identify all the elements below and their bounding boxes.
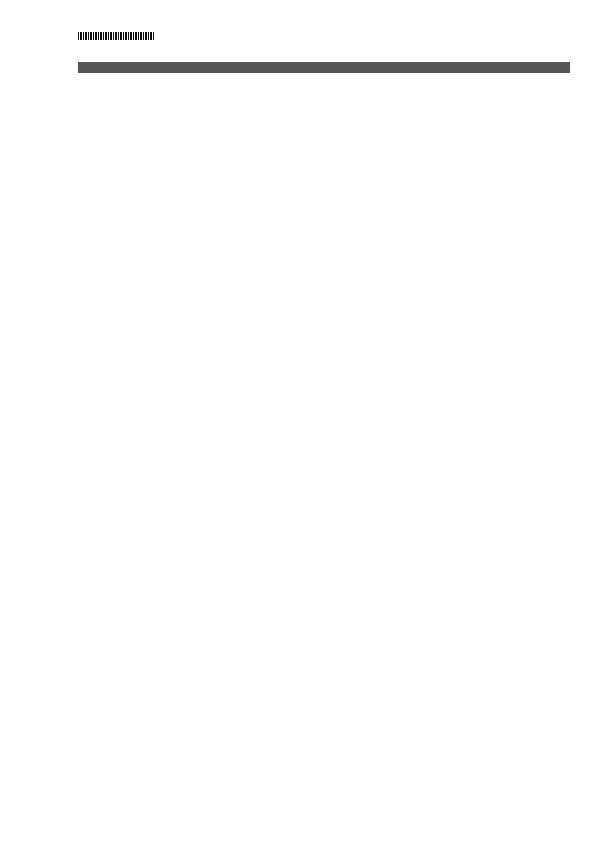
comments-header	[78, 62, 570, 73]
morphology-pie-chart	[80, 238, 300, 408]
barcode	[78, 32, 154, 40]
bar-svg	[300, 238, 580, 408]
classification-bar-chart	[300, 238, 580, 408]
pie-svg	[80, 238, 300, 398]
